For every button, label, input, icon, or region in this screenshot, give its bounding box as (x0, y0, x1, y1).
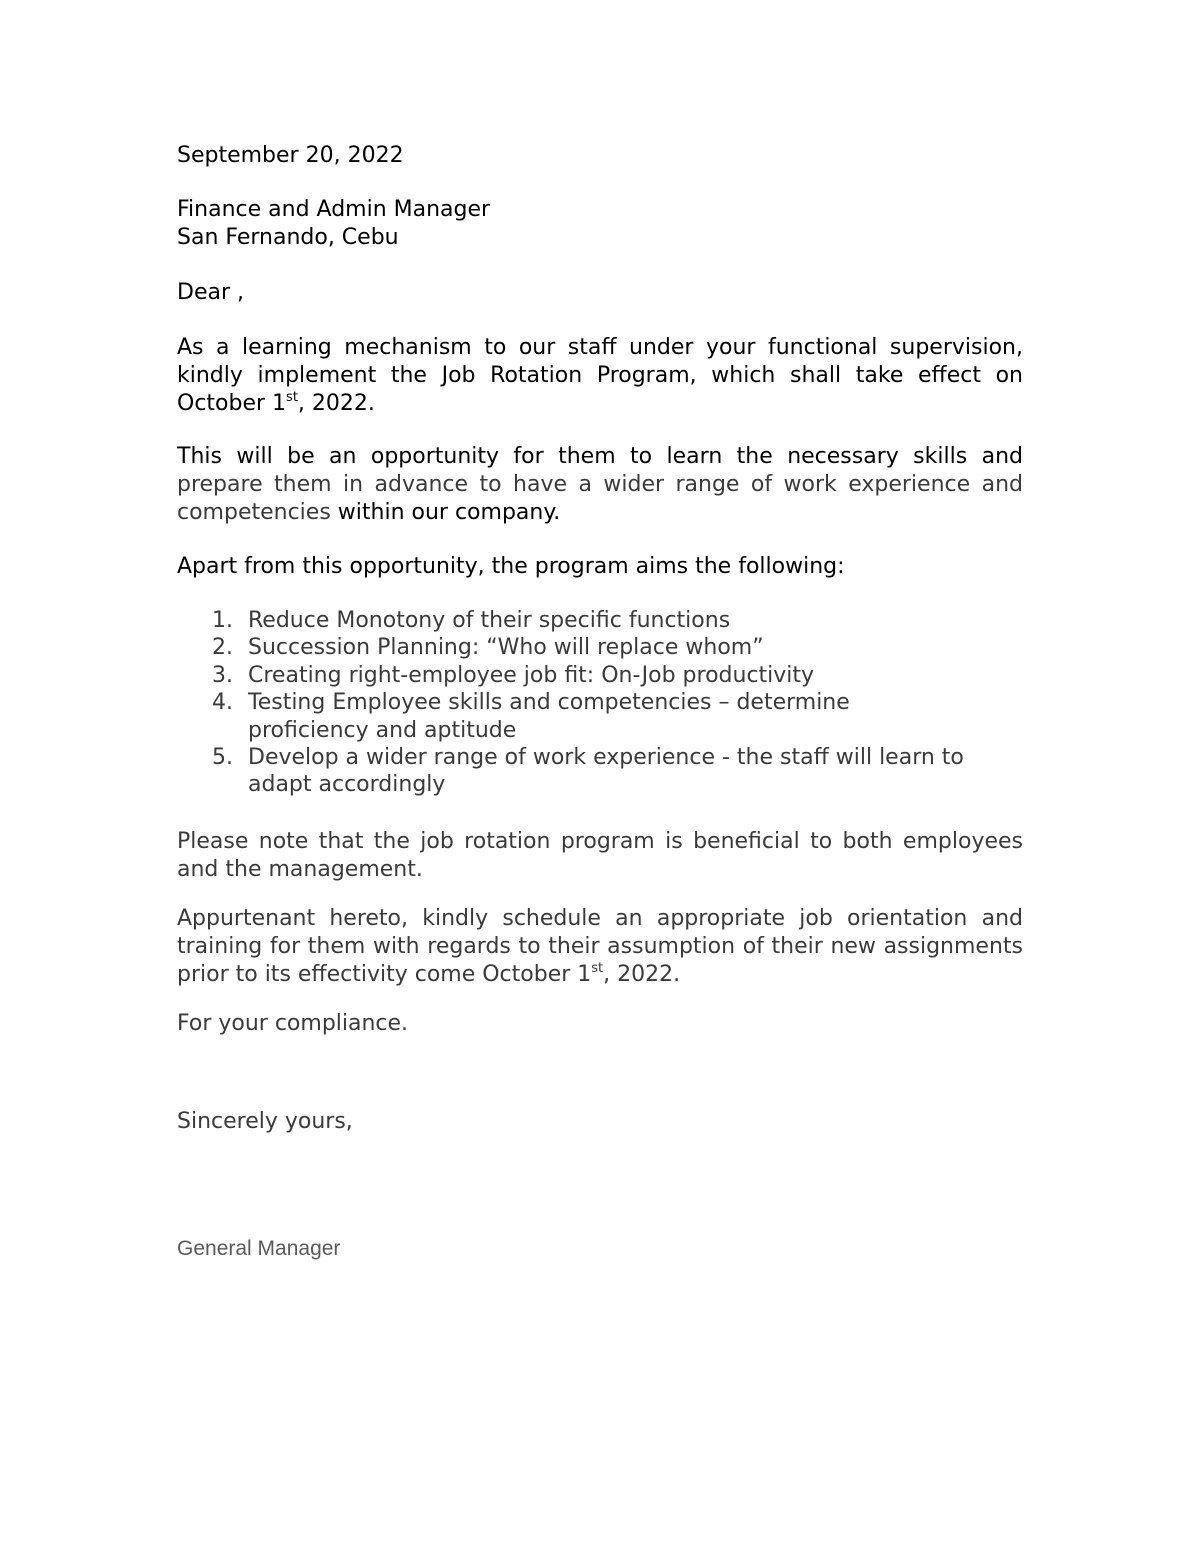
list-item-number: 4. (212, 690, 233, 716)
list-item-number: 1. (212, 608, 233, 633)
list-item (177, 689, 1023, 744)
list-item (177, 607, 1023, 634)
list-item-number: 5. (212, 745, 233, 771)
list-item (177, 634, 1023, 661)
paragraph-2-line-1: This will be an opportunity for them to learn the necessary skills and (177, 444, 1023, 469)
closing: Sincerely yours, (177, 1109, 353, 1134)
paragraph-1-text-end: , 2022. (297, 391, 375, 416)
paragraph-6: For your compliance. (177, 1011, 409, 1036)
paragraph-2 (177, 443, 1023, 527)
list-item (177, 662, 1023, 689)
paragraph-5-text: Appurtenant hereto, kindly schedule an appropriate job orientation and training for them with regards to their assumption of their new assignments prior to its effectivity come October 1 (177, 906, 1023, 987)
paragraph-5-text-end: , 2022. (603, 962, 681, 987)
paragraph-1 (177, 334, 1023, 418)
paragraph-4: Please note that the job rotation program is beneficial to both employees and the management. (177, 829, 1023, 882)
recipient-location: San Fernando, Cebu (177, 225, 399, 250)
signatory-title: General Manager (177, 1237, 341, 1260)
list-item-text: Succession Planning: “Who will replace whom” (248, 635, 764, 661)
aims-list (177, 607, 1023, 799)
paragraph-3: Apart from this opportunity, the program aims the following: (177, 554, 845, 579)
paragraph-5-superscript: st (591, 961, 604, 976)
list-item-text: Develop a wider range of work experience - the staff will learn to adapt accordingly (248, 745, 964, 798)
list-item-text: Reduce Monotony of their specific functions (248, 608, 731, 633)
letter-date: September 20, 2022 (177, 143, 404, 168)
salutation: Dear , (177, 280, 244, 305)
paragraph-1-text: As a learning mechanism to our staff under your functional supervision, kindly implement the Job Rotation Program, which shall take effect on October 1 (177, 335, 1023, 416)
list-item (177, 744, 1023, 799)
paragraph-2-text-grey: prepare them in advance to have a wider range of work experience and competencies (177, 472, 1023, 525)
paragraph-5 (177, 905, 1023, 989)
list-item-number: 2. (212, 635, 233, 661)
recipient-title: Finance and Admin Manager (177, 197, 491, 222)
list-item-number: 3. (212, 662, 233, 688)
list-item-text: Testing Employee skills and competencies – determine proficiency and aptitude (248, 690, 850, 743)
paragraph-2-text-end: within our company. (330, 500, 561, 525)
paragraph-1-superscript: st (286, 390, 298, 405)
list-item-text: Creating right-employee job fit: On-Job productivity (248, 662, 815, 688)
